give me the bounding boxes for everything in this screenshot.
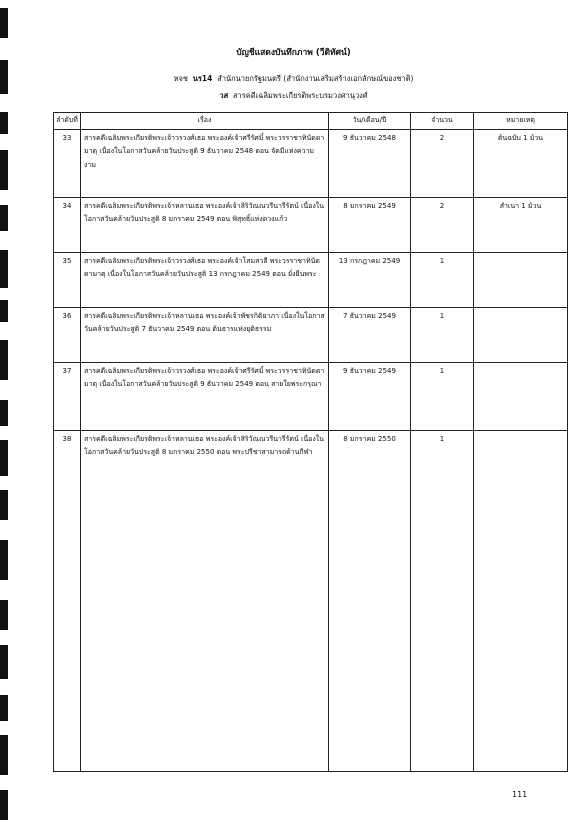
row-remark xyxy=(474,362,568,430)
row-subject: สารคดีเฉลิมพระเกียรติพระเจ้าวรวงศ์เธอ พระองค์เจ้าศรีรัศมิ์ พระวรราชาทินัดดามาตุ เนื่องในโอกาสวันคล้ายวันประสูติ 9 ธันวาคม 2549 ตอน สายใยพระกรุณา xyxy=(81,362,329,430)
row-subject: สารคดีเฉลิมพระเกียรติพระเจ้าหลานเธอ พระองค์เจ้าสิริวัณณวรีนารีรัตน์ เนื่องในโอกาสวันคล้ายวันประสูติ 8 มกราคม 2550 ตอน พระปรีชาสามารถด้านกีฬา xyxy=(81,430,329,772)
row-no: 35 xyxy=(54,252,81,307)
row-subject: สารคดีเฉลิมพระเกียรติพระเจ้าหลานเธอ พระองค์เจ้าพัชรกิติยาภา เนื่องในโอกาสวันคล้ายวันประสูติ 7 ธันวาคม 2549 ตอน ต้นธารแห่งยุติธรรม xyxy=(81,307,329,362)
row-remark xyxy=(474,307,568,362)
row-qty: 1 xyxy=(411,430,474,772)
row-qty: 1 xyxy=(411,252,474,307)
row-date: 9 ธันวาคม 2549 xyxy=(329,362,411,430)
row-date: 13 กรกฎาคม 2549 xyxy=(329,252,411,307)
header-remark: หมายเหตุ xyxy=(474,113,568,130)
row-subject: สารคดีเฉลิมพระเกียรติพระเจ้าวรวงศ์เธอ พระองค์เจ้าศรีรัศมิ์ พระวรราชาทินัดดามาตุ เนื่องในโอกาสวันคล้ายวันประสูติ 9 ธันวาคม 2548 ตอน จัดมีแห่งความงาม xyxy=(81,129,329,197)
group-label: หจช xyxy=(173,74,188,83)
document-title: บัญชีแสดงบันทึกภาพ (วีดิทัศน์) xyxy=(236,48,351,58)
row-qty: 2 xyxy=(411,197,474,252)
row-date: 7 ธันวาคม 2549 xyxy=(329,307,411,362)
series-code: วส xyxy=(219,91,229,100)
row-date: 9 ธันวาคม 2548 xyxy=(329,129,411,197)
group-code: นร14 xyxy=(192,74,213,83)
row-no: 38 xyxy=(54,430,81,772)
row-remark xyxy=(474,430,568,772)
header-qty: จำนวน xyxy=(411,113,474,130)
row-no: 36 xyxy=(54,307,81,362)
row-remark xyxy=(474,252,568,307)
header-date: วัน/เดือน/ปี xyxy=(329,113,411,130)
page-number: 111 xyxy=(512,790,528,799)
row-no: 34 xyxy=(54,197,81,252)
row-date: 8 มกราคม 2550 xyxy=(329,430,411,772)
row-date: 8 มกราคม 2549 xyxy=(329,197,411,252)
series-line xyxy=(0,90,587,102)
row-remark: ต้นฉบับ 1 ม้วน xyxy=(474,129,568,197)
row-subject: สารคดีเฉลิมพระเกียรติพระเจ้าวรวงศ์เธอ พระองค์เจ้าโสมสวลี พระวรราชาทินัดดามาตุ เนื่องในโอกาสวันคล้ายวันประสูติ 13 กรกฎาคม 2549 ตอน ยั่งยืนพระ xyxy=(81,252,329,307)
table-row xyxy=(54,430,568,772)
row-qty: 2 xyxy=(411,129,474,197)
group-line xyxy=(0,73,587,85)
table-row xyxy=(54,307,568,362)
table-row xyxy=(54,362,568,430)
series-text: สารคดีเฉลิมพระเกียรติพระบรมวงศานุวงศ์ xyxy=(232,91,368,100)
row-no: 33 xyxy=(54,129,81,197)
table-header-row xyxy=(54,113,568,130)
record-table xyxy=(53,112,568,772)
row-qty: 1 xyxy=(411,307,474,362)
table-row xyxy=(54,197,568,252)
group-text: สำนักนายกรัฐมนตรี (สำนักงานเสริมสร้างเอกลักษณ์ของชาติ) xyxy=(217,74,414,83)
table-row xyxy=(54,129,568,197)
header-no: ลำดับที่ xyxy=(54,113,81,130)
header-subject: เรื่อง xyxy=(81,113,329,130)
row-qty: 1 xyxy=(411,362,474,430)
row-no: 37 xyxy=(54,362,81,430)
row-remark: สำเนา 1 ม้วน xyxy=(474,197,568,252)
table-row xyxy=(54,252,568,307)
row-subject: สารคดีเฉลิมพระเกียรติพระเจ้าหลานเธอ พระองค์เจ้าสิริวัณณวรีนารีรัตน์ เนื่องในโอกาสวันคล้ายวันประสูติ 8 มกราคม 2549 ตอน พิสุทธิ์แห่งดวงแก้ว xyxy=(81,197,329,252)
binder-edge xyxy=(0,0,12,830)
